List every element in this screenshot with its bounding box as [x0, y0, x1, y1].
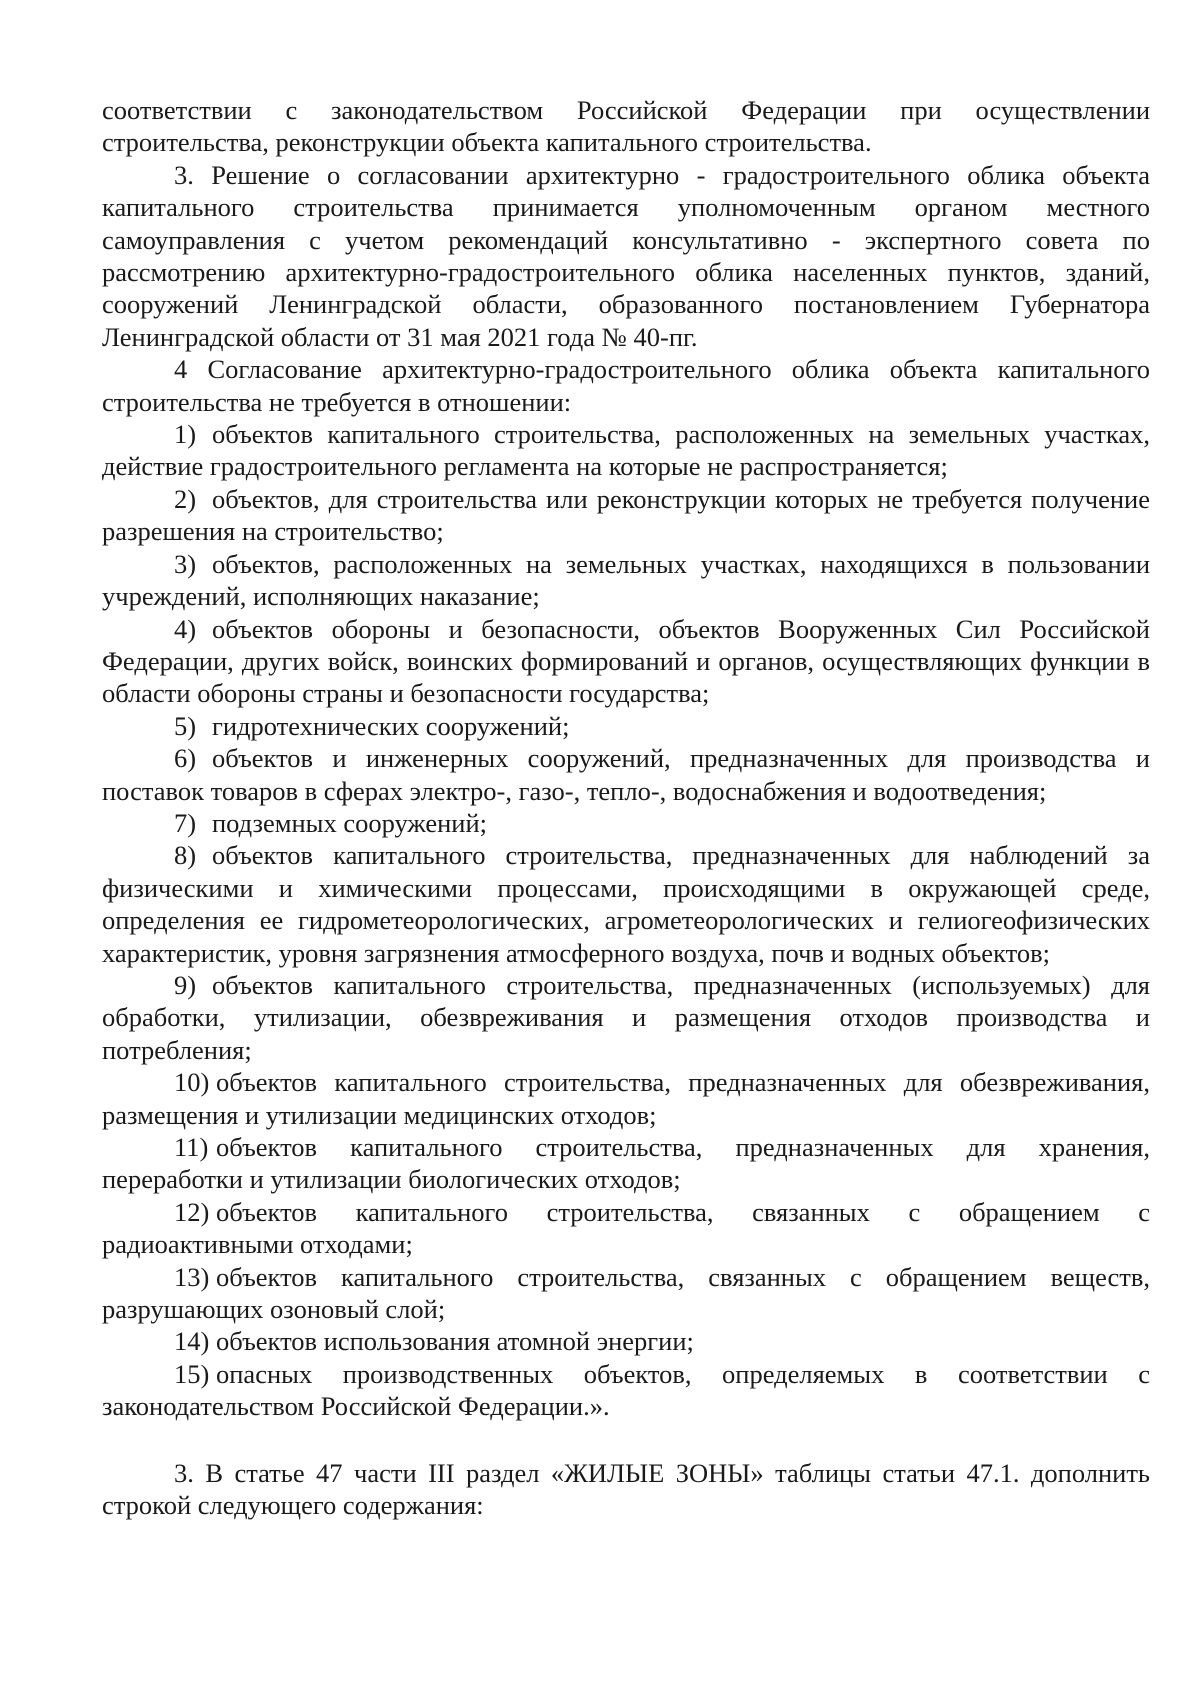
exemption-list: [102, 418, 1150, 1423]
list-item: 10) объектов капитального строительства, предназначенных для обезвреживания, размещения и утилизации медицинских отходов;: [102, 1067, 1150, 1130]
list-item: 5) гидротехнических сооружений;: [174, 710, 570, 741]
list-item: 13) объектов капитального строительства, связанных с обращением веществ, разрушающих озоновый слой;: [102, 1261, 1150, 1325]
list-item: 11) объектов капитального строительства, предназначенных для хранения, переработки и утилизации биологических отходов;: [102, 1132, 1150, 1195]
list-item: 15) опасных производственных объектов, определяемых в соответствии с законодательством Российской Федерации.».: [102, 1358, 1150, 1422]
paragraph-spacer: [102, 1423, 1150, 1457]
list-item: 8) объектов капитального строительства, предназначенных для наблюдений за физическими и химическими процессами, происходящими в окружающей среде, определения ее гидрометеорологических, агрометеорологических и гелиогеофизических характеристик, уровня загрязнения атмосферного воздуха, почв и водных объектов;: [102, 840, 1150, 968]
list-item: 1) объектов капитального строительства, расположенных на земельных участках, действие градостроительного регламента на которые не распространяется;: [102, 419, 1150, 482]
clause-4-intro: 4 Согласование архитектурно-градостроительного облика объекта капитального строительства не требуется в отношении:: [102, 354, 1150, 417]
list-item: 14) объектов использования атомной энергии;: [174, 1326, 694, 1357]
document-page: [102, 94, 1150, 1521]
continuation-paragraph: соответствии с законодательством Российской Федерации при осуществлении строительства, реконструкции объекта капитального строительства.: [102, 95, 1150, 158]
list-item: 9) объектов капитального строительства, предназначенных (используемых) для обработки, утилизации, обезвреживания и размещения отходов производства и потребления;: [102, 969, 1150, 1065]
clause-3-paragraph: 3. Решение о согласовании архитектурно - градостроительного облика объекта капитального строительства принимается уполномоченным органом местного самоуправления с учетом рекомендаций консультативно - экспертного совета по рассмотрению архитектурно-градостроительного облика населенных пунктов, зданий, сооружений Ленинградской области, образованного постановлением Губернатора Ленинградской области от 31 мая 2021 года № 40-пг.: [102, 159, 1150, 352]
list-item: 2) объектов, для строительства или реконструкции которых не требуется получение разрешения на строительство;: [102, 483, 1150, 547]
list-item: 12) объектов капитального строительства, связанных с обращением с радиоактивными отходами;: [102, 1196, 1150, 1260]
list-item: 4) объектов обороны и безопасности, объектов Вооруженных Сил Российской Федерации, других войск, воинских формирований и органов, осуществляющих функции в области обороны страны и безопасности государства;: [102, 613, 1150, 709]
list-item: 7) подземных сооружений;: [174, 807, 488, 838]
section-3-paragraph: 3. В статье 47 части III раздел «ЖИЛЫЕ ЗОНЫ» таблицы статьи 47.1. дополнить строкой следующего содержания:: [102, 1457, 1150, 1521]
list-item: 6) объектов и инженерных сооружений, предназначенных для производства и поставок товаров в сферах электро-, газо-, тепло-, водоснабжения и водоотведения;: [102, 743, 1150, 806]
list-item: 3) объектов, расположенных на земельных участках, находящихся в пользовании учреждений, исполняющих наказание;: [102, 548, 1150, 612]
